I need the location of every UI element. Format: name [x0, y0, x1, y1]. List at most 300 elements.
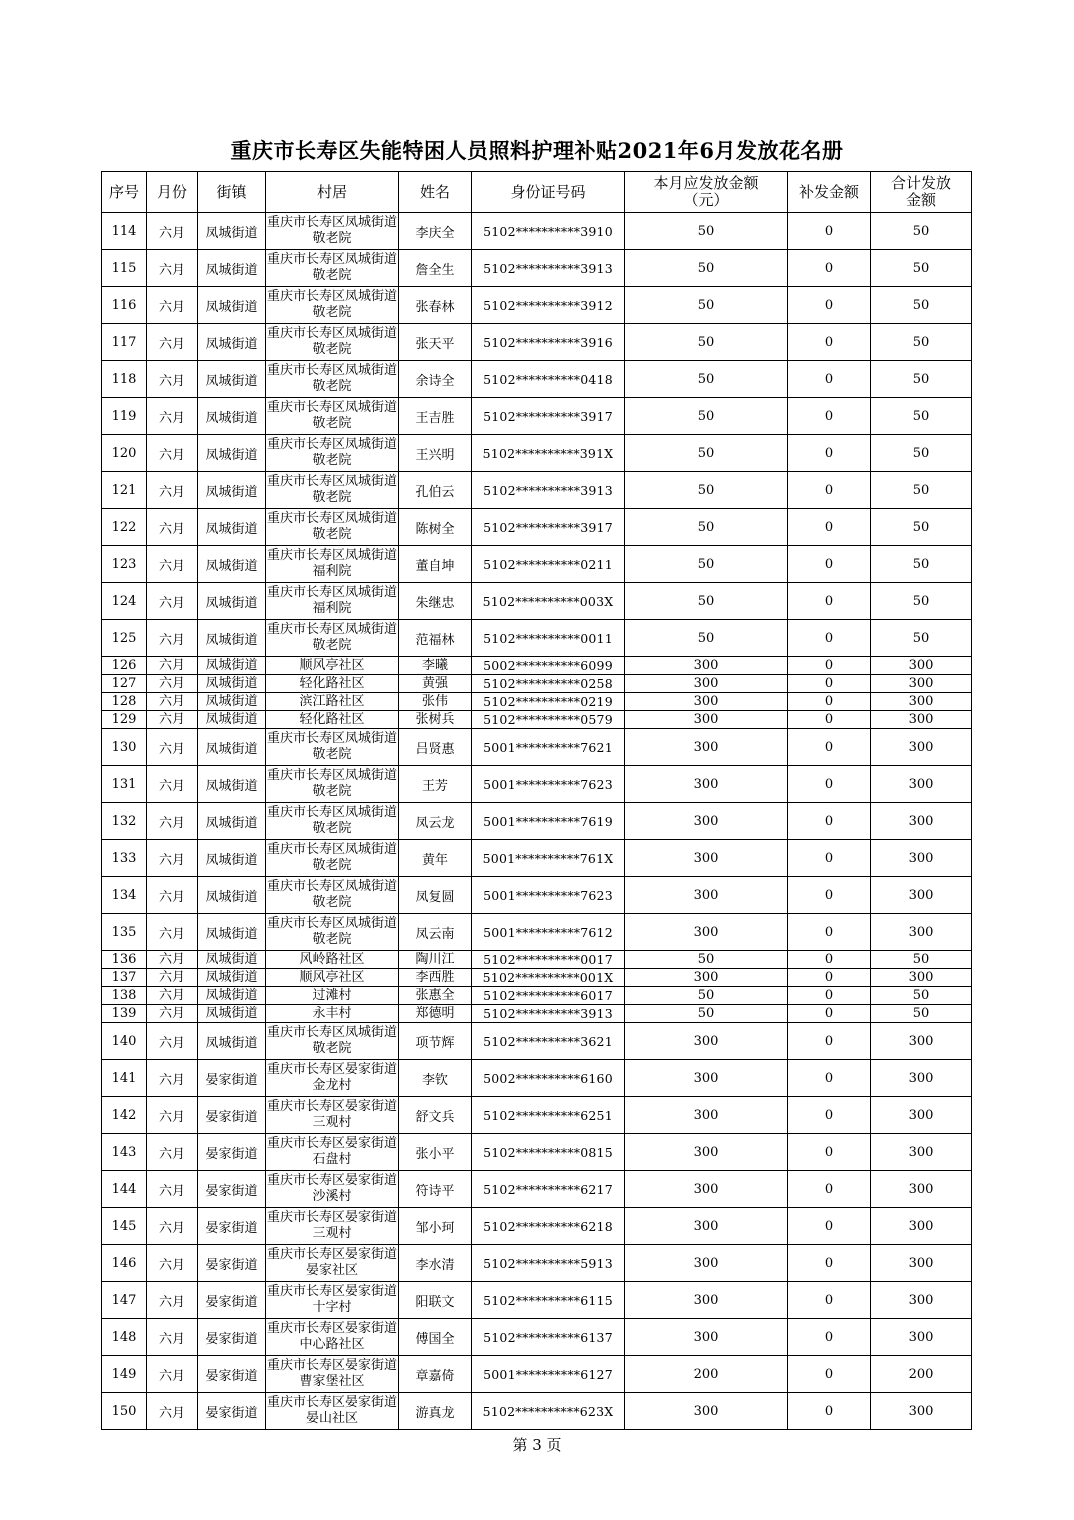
total-amount-cell: 300	[871, 675, 972, 693]
row-number: 122	[102, 509, 147, 546]
month-cell: 六月	[147, 1319, 198, 1356]
name-cell: 黄年	[399, 840, 472, 877]
town-cell: 晏家街道	[198, 1060, 266, 1097]
village-cell: 顺风亭社区	[266, 657, 399, 675]
month-cell: 六月	[147, 1060, 198, 1097]
town-cell: 凤城街道	[198, 951, 266, 969]
extra-amount-cell: 0	[788, 213, 871, 250]
id-number-cell: 5102**********001X	[472, 969, 625, 987]
total-amount-cell: 300	[871, 803, 972, 840]
name-cell: 范福林	[399, 620, 472, 657]
name-cell: 项节辉	[399, 1023, 472, 1060]
id-number-cell: 5102**********0418	[472, 361, 625, 398]
total-amount-cell: 300	[871, 1023, 972, 1060]
due-amount-cell: 300	[625, 1319, 788, 1356]
name-cell: 凤云南	[399, 914, 472, 951]
row-number: 114	[102, 213, 147, 250]
id-number-cell: 5002**********6099	[472, 657, 625, 675]
table-row	[102, 969, 972, 987]
row-number: 138	[102, 987, 147, 1005]
name-cell: 余诗全	[399, 361, 472, 398]
town-cell: 晏家街道	[198, 1245, 266, 1282]
row-number: 145	[102, 1208, 147, 1245]
row-number: 117	[102, 324, 147, 361]
row-number: 143	[102, 1134, 147, 1171]
row-number: 147	[102, 1282, 147, 1319]
village-cell: 重庆市长寿区凤城街道敬老院	[266, 803, 399, 840]
total-amount-cell: 50	[871, 213, 972, 250]
due-amount-cell: 300	[625, 711, 788, 729]
total-amount-cell: 300	[871, 657, 972, 675]
month-cell: 六月	[147, 1005, 198, 1023]
town-cell: 凤城街道	[198, 435, 266, 472]
row-number: 130	[102, 729, 147, 766]
extra-amount-cell: 0	[788, 583, 871, 620]
total-amount-cell: 50	[871, 546, 972, 583]
id-number-cell: 5001**********7621	[472, 729, 625, 766]
name-cell: 符诗平	[399, 1171, 472, 1208]
table-row	[102, 1171, 972, 1208]
month-cell: 六月	[147, 803, 198, 840]
village-cell: 重庆市长寿区凤城街道敬老院	[266, 324, 399, 361]
month-cell: 六月	[147, 1097, 198, 1134]
extra-amount-cell: 0	[788, 398, 871, 435]
extra-amount-cell: 0	[788, 729, 871, 766]
month-cell: 六月	[147, 1023, 198, 1060]
name-cell: 张小平	[399, 1134, 472, 1171]
name-cell: 邹小珂	[399, 1208, 472, 1245]
table-row	[102, 657, 972, 675]
header-cell: 本月应发放金额（元）	[625, 172, 788, 213]
extra-amount-cell: 0	[788, 546, 871, 583]
id-number-cell: 5102**********0815	[472, 1134, 625, 1171]
town-cell: 晏家街道	[198, 1134, 266, 1171]
town-cell: 凤城街道	[198, 472, 266, 509]
due-amount-cell: 50	[625, 398, 788, 435]
header-cell: 补发金额	[788, 172, 871, 213]
table-row	[102, 324, 972, 361]
total-amount-cell: 300	[871, 1208, 972, 1245]
due-amount-cell: 50	[625, 250, 788, 287]
name-cell: 陈树全	[399, 509, 472, 546]
row-number: 115	[102, 250, 147, 287]
name-cell: 黄强	[399, 675, 472, 693]
village-cell: 重庆市长寿区晏家街道晏家社区	[266, 1245, 399, 1282]
total-amount-cell: 300	[871, 1282, 972, 1319]
town-cell: 凤城街道	[198, 250, 266, 287]
month-cell: 六月	[147, 546, 198, 583]
due-amount-cell: 300	[625, 1393, 788, 1430]
row-number: 128	[102, 693, 147, 711]
id-number-cell: 5102**********0011	[472, 620, 625, 657]
month-cell: 六月	[147, 1356, 198, 1393]
due-amount-cell: 50	[625, 509, 788, 546]
name-cell: 张树兵	[399, 711, 472, 729]
total-amount-cell: 50	[871, 987, 972, 1005]
row-number: 125	[102, 620, 147, 657]
extra-amount-cell: 0	[788, 803, 871, 840]
due-amount-cell: 300	[625, 840, 788, 877]
due-amount-cell: 50	[625, 324, 788, 361]
row-number: 124	[102, 583, 147, 620]
id-number-cell: 5102**********3917	[472, 509, 625, 546]
row-number: 135	[102, 914, 147, 951]
total-amount-cell: 300	[871, 969, 972, 987]
extra-amount-cell: 0	[788, 1005, 871, 1023]
village-cell: 重庆市长寿区凤城街道福利院	[266, 583, 399, 620]
extra-amount-cell: 0	[788, 657, 871, 675]
town-cell: 凤城街道	[198, 729, 266, 766]
name-cell: 朱继忠	[399, 583, 472, 620]
table-row	[102, 1319, 972, 1356]
town-cell: 凤城街道	[198, 213, 266, 250]
extra-amount-cell: 0	[788, 1171, 871, 1208]
total-amount-cell: 300	[871, 766, 972, 803]
table-header-row	[102, 172, 972, 213]
table-row	[102, 583, 972, 620]
town-cell: 凤城街道	[198, 1023, 266, 1060]
total-amount-cell: 50	[871, 620, 972, 657]
row-number: 137	[102, 969, 147, 987]
table-row	[102, 1356, 972, 1393]
total-amount-cell: 50	[871, 509, 972, 546]
month-cell: 六月	[147, 693, 198, 711]
page-number: 第 3 页	[512, 1436, 562, 1454]
due-amount-cell: 300	[625, 914, 788, 951]
id-number-cell: 5102**********6218	[472, 1208, 625, 1245]
due-amount-cell: 300	[625, 766, 788, 803]
id-number-cell: 5102**********003X	[472, 583, 625, 620]
row-number: 118	[102, 361, 147, 398]
due-amount-cell: 50	[625, 472, 788, 509]
total-amount-cell: 300	[871, 1097, 972, 1134]
town-cell: 凤城街道	[198, 675, 266, 693]
table-row	[102, 1245, 972, 1282]
month-cell: 六月	[147, 472, 198, 509]
total-amount-cell: 300	[871, 1171, 972, 1208]
total-amount-cell: 300	[871, 914, 972, 951]
town-cell: 凤城街道	[198, 361, 266, 398]
month-cell: 六月	[147, 711, 198, 729]
month-cell: 六月	[147, 840, 198, 877]
table-row	[102, 287, 972, 324]
town-cell: 晏家街道	[198, 1393, 266, 1430]
id-number-cell: 5102**********3913	[472, 472, 625, 509]
due-amount-cell: 50	[625, 287, 788, 324]
extra-amount-cell: 0	[788, 1393, 871, 1430]
name-cell: 郑德明	[399, 1005, 472, 1023]
row-number: 149	[102, 1356, 147, 1393]
id-number-cell: 5001**********7623	[472, 877, 625, 914]
row-number: 133	[102, 840, 147, 877]
village-cell: 重庆市长寿区晏家街道石盘村	[266, 1134, 399, 1171]
row-number: 120	[102, 435, 147, 472]
due-amount-cell: 300	[625, 1097, 788, 1134]
town-cell: 凤城街道	[198, 1005, 266, 1023]
town-cell: 凤城街道	[198, 398, 266, 435]
row-number: 144	[102, 1171, 147, 1208]
total-amount-cell: 50	[871, 324, 972, 361]
due-amount-cell: 300	[625, 1171, 788, 1208]
extra-amount-cell: 0	[788, 1097, 871, 1134]
table-row	[102, 877, 972, 914]
total-amount-cell: 300	[871, 877, 972, 914]
village-cell: 过滩村	[266, 987, 399, 1005]
name-cell: 阳联文	[399, 1282, 472, 1319]
table-row	[102, 1023, 972, 1060]
month-cell: 六月	[147, 1208, 198, 1245]
town-cell: 凤城街道	[198, 803, 266, 840]
table-row	[102, 620, 972, 657]
extra-amount-cell: 0	[788, 951, 871, 969]
row-number: 134	[102, 877, 147, 914]
total-amount-cell: 300	[871, 1134, 972, 1171]
id-number-cell: 5102**********3913	[472, 250, 625, 287]
total-amount-cell: 300	[871, 1245, 972, 1282]
table-row	[102, 914, 972, 951]
extra-amount-cell: 0	[788, 840, 871, 877]
village-cell: 重庆市长寿区凤城街道敬老院	[266, 877, 399, 914]
extra-amount-cell: 0	[788, 287, 871, 324]
extra-amount-cell: 0	[788, 1245, 871, 1282]
month-cell: 六月	[147, 361, 198, 398]
town-cell: 晏家街道	[198, 1097, 266, 1134]
extra-amount-cell: 0	[788, 435, 871, 472]
name-cell: 李西胜	[399, 969, 472, 987]
village-cell: 重庆市长寿区凤城街道福利院	[266, 546, 399, 583]
table-row	[102, 711, 972, 729]
town-cell: 凤城街道	[198, 583, 266, 620]
id-number-cell: 5102**********623X	[472, 1393, 625, 1430]
id-number-cell: 5002**********6160	[472, 1060, 625, 1097]
id-number-cell: 5102**********0258	[472, 675, 625, 693]
table-row	[102, 693, 972, 711]
id-number-cell: 5102**********3913	[472, 1005, 625, 1023]
total-amount-cell: 50	[871, 435, 972, 472]
village-cell: 重庆市长寿区晏家街道曹家堡社区	[266, 1356, 399, 1393]
town-cell: 晏家街道	[198, 1171, 266, 1208]
id-number-cell: 5102**********3917	[472, 398, 625, 435]
row-number: 127	[102, 675, 147, 693]
month-cell: 六月	[147, 287, 198, 324]
total-amount-cell: 300	[871, 1393, 972, 1430]
id-number-cell: 5102**********5913	[472, 1245, 625, 1282]
town-cell: 凤城街道	[198, 969, 266, 987]
village-cell: 重庆市长寿区凤城街道敬老院	[266, 509, 399, 546]
extra-amount-cell: 0	[788, 987, 871, 1005]
town-cell: 晏家街道	[198, 1356, 266, 1393]
due-amount-cell: 50	[625, 435, 788, 472]
name-cell: 李庆全	[399, 213, 472, 250]
id-number-cell: 5102**********3912	[472, 287, 625, 324]
name-cell: 张春林	[399, 287, 472, 324]
month-cell: 六月	[147, 1134, 198, 1171]
header-cell: 身份证号码	[472, 172, 625, 213]
extra-amount-cell: 0	[788, 1282, 871, 1319]
header-cell: 街镇	[198, 172, 266, 213]
row-number: 148	[102, 1319, 147, 1356]
due-amount-cell: 300	[625, 1023, 788, 1060]
due-amount-cell: 300	[625, 1134, 788, 1171]
id-number-cell: 5102**********0219	[472, 693, 625, 711]
table-row	[102, 1134, 972, 1171]
town-cell: 凤城街道	[198, 877, 266, 914]
name-cell: 张伟	[399, 693, 472, 711]
due-amount-cell: 300	[625, 1245, 788, 1282]
name-cell: 章嘉倚	[399, 1356, 472, 1393]
total-amount-cell: 50	[871, 250, 972, 287]
id-number-cell: 5001**********6127	[472, 1356, 625, 1393]
extra-amount-cell: 0	[788, 1023, 871, 1060]
month-cell: 六月	[147, 657, 198, 675]
village-cell: 重庆市长寿区凤城街道敬老院	[266, 361, 399, 398]
id-number-cell: 5102**********0579	[472, 711, 625, 729]
village-cell: 重庆市长寿区晏家街道中心路社区	[266, 1319, 399, 1356]
name-cell: 凤复圆	[399, 877, 472, 914]
extra-amount-cell: 0	[788, 1208, 871, 1245]
name-cell: 张惠全	[399, 987, 472, 1005]
name-cell: 詹全生	[399, 250, 472, 287]
table-row	[102, 250, 972, 287]
row-number: 123	[102, 546, 147, 583]
id-number-cell: 5102**********3621	[472, 1023, 625, 1060]
month-cell: 六月	[147, 914, 198, 951]
table-row	[102, 361, 972, 398]
table-row	[102, 398, 972, 435]
village-cell: 顺风亭社区	[266, 969, 399, 987]
total-amount-cell: 50	[871, 951, 972, 969]
town-cell: 凤城街道	[198, 620, 266, 657]
extra-amount-cell: 0	[788, 914, 871, 951]
name-cell: 凤云龙	[399, 803, 472, 840]
month-cell: 六月	[147, 250, 198, 287]
table-row	[102, 951, 972, 969]
village-cell: 重庆市长寿区凤城街道敬老院	[266, 287, 399, 324]
row-number: 131	[102, 766, 147, 803]
month-cell: 六月	[147, 620, 198, 657]
extra-amount-cell: 0	[788, 620, 871, 657]
town-cell: 凤城街道	[198, 711, 266, 729]
header-cell: 姓名	[399, 172, 472, 213]
id-number-cell: 5102**********3910	[472, 213, 625, 250]
row-number: 136	[102, 951, 147, 969]
town-cell: 凤城街道	[198, 509, 266, 546]
table-row	[102, 840, 972, 877]
extra-amount-cell: 0	[788, 324, 871, 361]
name-cell: 张天平	[399, 324, 472, 361]
total-amount-cell: 200	[871, 1356, 972, 1393]
header-cell: 序号	[102, 172, 147, 213]
village-cell: 滨江路社区	[266, 693, 399, 711]
total-amount-cell: 300	[871, 729, 972, 766]
town-cell: 晏家街道	[198, 1282, 266, 1319]
table-row	[102, 766, 972, 803]
town-cell: 凤城街道	[198, 987, 266, 1005]
total-amount-cell: 300	[871, 693, 972, 711]
name-cell: 王吉胜	[399, 398, 472, 435]
name-cell: 董自坤	[399, 546, 472, 583]
table-row	[102, 546, 972, 583]
id-number-cell: 5102**********6251	[472, 1097, 625, 1134]
id-number-cell: 5001**********7623	[472, 766, 625, 803]
month-cell: 六月	[147, 1393, 198, 1430]
name-cell: 李水清	[399, 1245, 472, 1282]
village-cell: 重庆市长寿区晏家街道沙溪村	[266, 1171, 399, 1208]
due-amount-cell: 300	[625, 1060, 788, 1097]
due-amount-cell: 300	[625, 877, 788, 914]
month-cell: 六月	[147, 1245, 198, 1282]
total-amount-cell: 50	[871, 287, 972, 324]
town-cell: 凤城街道	[198, 914, 266, 951]
village-cell: 重庆市长寿区凤城街道敬老院	[266, 250, 399, 287]
town-cell: 凤城街道	[198, 324, 266, 361]
name-cell: 游真龙	[399, 1393, 472, 1430]
village-cell: 重庆市长寿区凤城街道敬老院	[266, 766, 399, 803]
table-row	[102, 435, 972, 472]
month-cell: 六月	[147, 435, 198, 472]
town-cell: 凤城街道	[198, 657, 266, 675]
due-amount-cell: 300	[625, 657, 788, 675]
id-number-cell: 5102**********0017	[472, 951, 625, 969]
row-number: 129	[102, 711, 147, 729]
month-cell: 六月	[147, 766, 198, 803]
name-cell: 李曦	[399, 657, 472, 675]
due-amount-cell: 300	[625, 675, 788, 693]
month-cell: 六月	[147, 987, 198, 1005]
due-amount-cell: 50	[625, 213, 788, 250]
due-amount-cell: 300	[625, 803, 788, 840]
month-cell: 六月	[147, 213, 198, 250]
town-cell: 凤城街道	[198, 766, 266, 803]
id-number-cell: 5102**********6115	[472, 1282, 625, 1319]
town-cell: 晏家街道	[198, 1319, 266, 1356]
month-cell: 六月	[147, 969, 198, 987]
table-row	[102, 1060, 972, 1097]
name-cell: 舒文兵	[399, 1097, 472, 1134]
row-number: 132	[102, 803, 147, 840]
village-cell: 重庆市长寿区凤城街道敬老院	[266, 620, 399, 657]
extra-amount-cell: 0	[788, 1134, 871, 1171]
name-cell: 李钦	[399, 1060, 472, 1097]
town-cell: 晏家街道	[198, 1208, 266, 1245]
document-title: 重庆市长寿区失能特困人员照料护理补贴2021年6月发放花名册	[230, 138, 844, 163]
row-number: 119	[102, 398, 147, 435]
town-cell: 凤城街道	[198, 546, 266, 583]
header-cell: 村居	[266, 172, 399, 213]
due-amount-cell: 50	[625, 583, 788, 620]
village-cell: 重庆市长寿区晏家街道三观村	[266, 1097, 399, 1134]
village-cell: 重庆市长寿区晏家街道十字村	[266, 1282, 399, 1319]
header-cell: 月份	[147, 172, 198, 213]
extra-amount-cell: 0	[788, 472, 871, 509]
name-cell: 王兴明	[399, 435, 472, 472]
due-amount-cell: 300	[625, 1208, 788, 1245]
table-row	[102, 1393, 972, 1430]
row-number: 146	[102, 1245, 147, 1282]
due-amount-cell: 50	[625, 620, 788, 657]
extra-amount-cell: 0	[788, 1060, 871, 1097]
total-amount-cell: 50	[871, 583, 972, 620]
row-number: 116	[102, 287, 147, 324]
table-row	[102, 1005, 972, 1023]
due-amount-cell: 50	[625, 546, 788, 583]
id-number-cell: 5102**********6137	[472, 1319, 625, 1356]
row-number: 121	[102, 472, 147, 509]
name-cell: 吕贤惠	[399, 729, 472, 766]
table-row	[102, 1097, 972, 1134]
row-number: 139	[102, 1005, 147, 1023]
extra-amount-cell: 0	[788, 877, 871, 914]
